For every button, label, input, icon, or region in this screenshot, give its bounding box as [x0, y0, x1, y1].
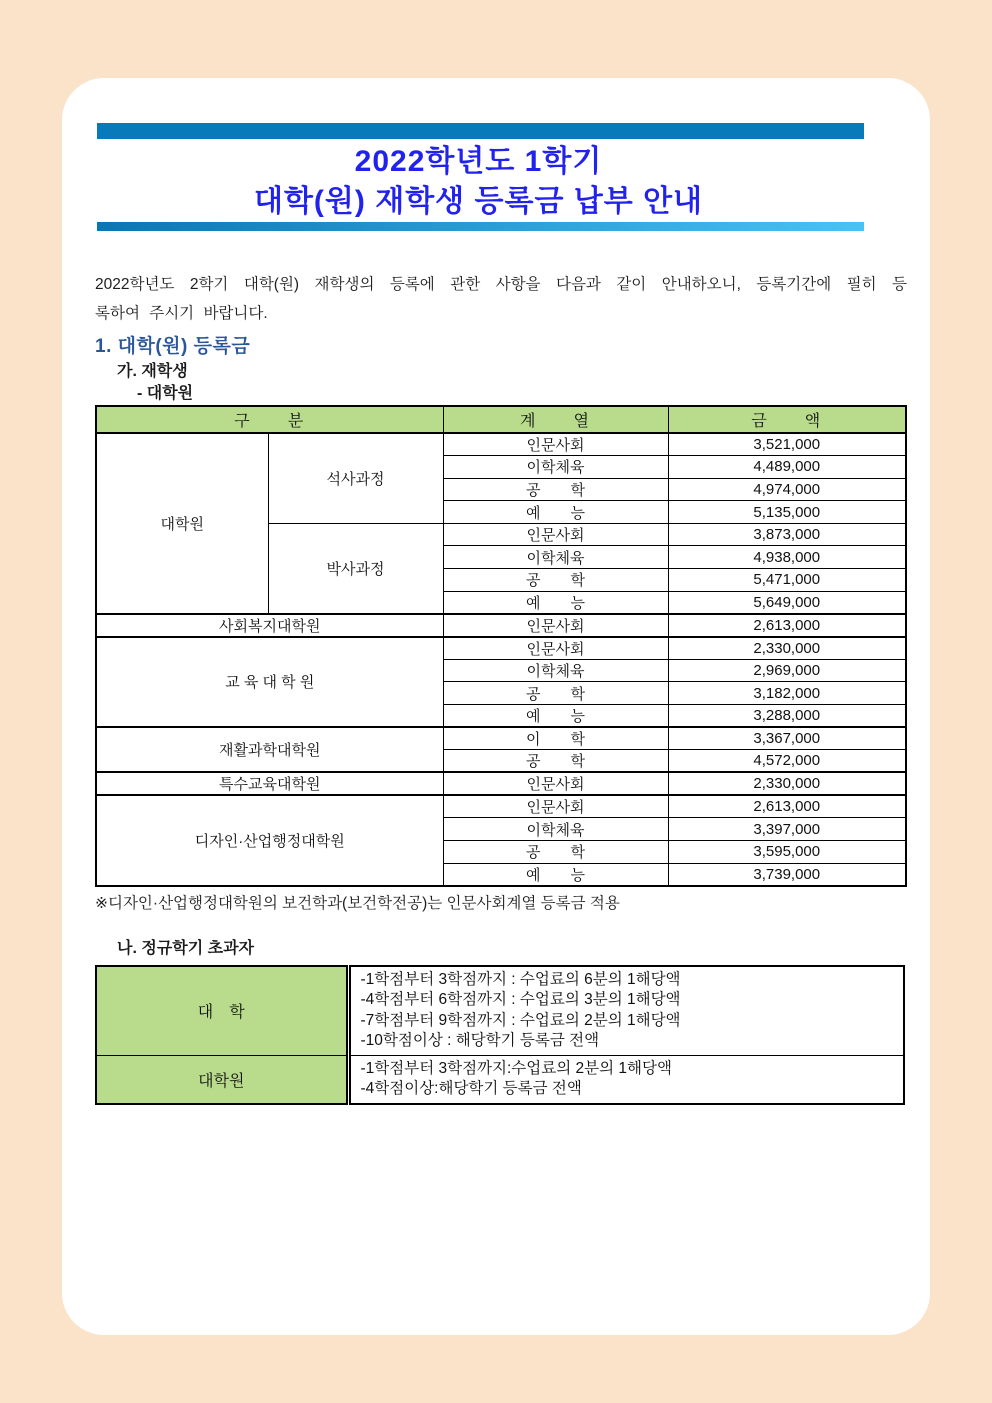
table-cell: 예 능	[443, 705, 668, 728]
header-cell-field: 계 열	[443, 406, 668, 433]
footnote: ※디자인·산업행정대학원의 보건학과(보건학전공)는 인문사회계열 등록금 적용	[95, 894, 620, 912]
table-cell: 교 육 대 학 원	[96, 637, 443, 727]
table-cell: 3,367,000	[668, 727, 906, 750]
table-cell: 인문사회	[443, 772, 668, 795]
section1-sub-a: 가. 재학생	[117, 363, 188, 380]
header-top-bar	[97, 123, 864, 139]
table-cell: 3,521,000	[668, 433, 906, 456]
table-cell: 공 학	[443, 682, 668, 705]
table-cell: 2,969,000	[668, 659, 906, 682]
tuition-table-header-row	[96, 406, 906, 433]
header-cell-amount: 금 액	[668, 406, 906, 433]
table-cell: 예 능	[443, 863, 668, 886]
table-cell: 2,330,000	[668, 637, 906, 660]
table-cell: 3,182,000	[668, 682, 906, 705]
document-title-line2: 대학(원) 재학생 등록금 납부 안내	[253, 185, 704, 218]
table-cell: 4,974,000	[668, 478, 906, 501]
table-cell: 3,397,000	[668, 818, 906, 841]
table-cell: 예 능	[443, 591, 668, 614]
table-row	[96, 614, 906, 637]
table-cell: 이 학	[443, 727, 668, 750]
table-cell: 5,649,000	[668, 591, 906, 614]
table-cell: 인문사회	[443, 433, 668, 456]
rules-cell	[348, 966, 904, 1056]
table-cell: 3,595,000	[668, 841, 906, 864]
table-cell: 인문사회	[443, 795, 668, 818]
header-cell-category: 구 분	[96, 406, 443, 433]
table-row	[96, 433, 906, 456]
table-row	[96, 727, 906, 750]
table-row	[96, 637, 906, 660]
table-cell: 5,471,000	[668, 569, 906, 592]
table-cell: 2,330,000	[668, 772, 906, 795]
overtime-credit-table	[95, 965, 905, 1105]
table-cell: 대학원	[96, 433, 268, 614]
table-cell: 공 학	[443, 750, 668, 773]
table-cell: 사회복지대학원	[96, 614, 443, 637]
section1-title: 1. 대학(원) 등록금	[95, 336, 251, 357]
table-cell: 디자인·산업행정대학원	[96, 795, 443, 885]
row-label-cell: 대학원	[96, 1055, 348, 1104]
table-cell: 2,613,000	[668, 614, 906, 637]
table-cell: 이학체육	[443, 546, 668, 569]
table-cell: 4,489,000	[668, 456, 906, 479]
table-cell: 4,938,000	[668, 546, 906, 569]
table-cell: 석사과정	[268, 433, 443, 523]
table-cell: 3,739,000	[668, 863, 906, 886]
document-title-line1: 2022학년도 1학기	[354, 145, 603, 178]
table-cell: 3,873,000	[668, 523, 906, 546]
table-cell: 3,288,000	[668, 705, 906, 728]
table-row	[96, 795, 906, 818]
table-row	[96, 1055, 904, 1104]
table-cell: 인문사회	[443, 637, 668, 660]
row-label-cell: 대 학	[96, 966, 348, 1056]
table-cell: 공 학	[443, 478, 668, 501]
rule-line: -10학점이상 : 해당학기 등록금 전액	[360, 1032, 600, 1050]
table-cell: 인문사회	[443, 523, 668, 546]
section2-title: 나. 정규학기 초과자	[117, 939, 254, 957]
table-cell: 특수교육대학원	[96, 772, 443, 795]
table-cell: 공 학	[443, 569, 668, 592]
rule-line: -7학점부터 9학점까지 : 수업료의 2분의 1해당액	[360, 1011, 681, 1029]
table-cell: 공 학	[443, 841, 668, 864]
intro-line1: 2022학년도 2학기 대학(원) 재학생의 등록에 관한 사항을 다음과 같이 안내하오니, 등록기간에 필히 등	[95, 276, 907, 293]
rule-line: -4학점이상:해당학기 등록금 전액	[360, 1080, 582, 1098]
table-cell: 인문사회	[443, 614, 668, 637]
section1-sub-dash: - 대학원	[137, 385, 194, 402]
rules-cell	[348, 1055, 904, 1104]
rule-line: -1학점부터 3학점까지:수업료의 2분의 1해당액	[360, 1059, 672, 1077]
table-cell: 이학체육	[443, 659, 668, 682]
rule-line: -4학점부터 6학점까지 : 수업료의 3분의 1해당액	[360, 991, 681, 1009]
table-cell: 박사과정	[268, 523, 443, 613]
table-row	[96, 966, 904, 1056]
table-cell: 예 능	[443, 501, 668, 524]
document-content	[62, 78, 930, 1105]
intro-paragraph	[95, 271, 907, 328]
document-title	[95, 142, 862, 222]
table-cell: 재활과학대학원	[96, 727, 443, 772]
table-cell: 5,135,000	[668, 501, 906, 524]
document-card	[62, 78, 930, 1335]
table-row	[96, 772, 906, 795]
intro-line2: 록하여 주시기 바랍니다.	[95, 304, 268, 322]
header-gradient-bar	[97, 222, 864, 231]
table-cell: 이학체육	[443, 456, 668, 479]
table-cell: 이학체육	[443, 818, 668, 841]
table-cell: 2,613,000	[668, 795, 906, 818]
table-cell: 4,572,000	[668, 750, 906, 773]
tuition-table	[95, 405, 907, 887]
rule-line: -1학점부터 3학점까지 : 수업료의 6분의 1해당액	[360, 970, 681, 988]
